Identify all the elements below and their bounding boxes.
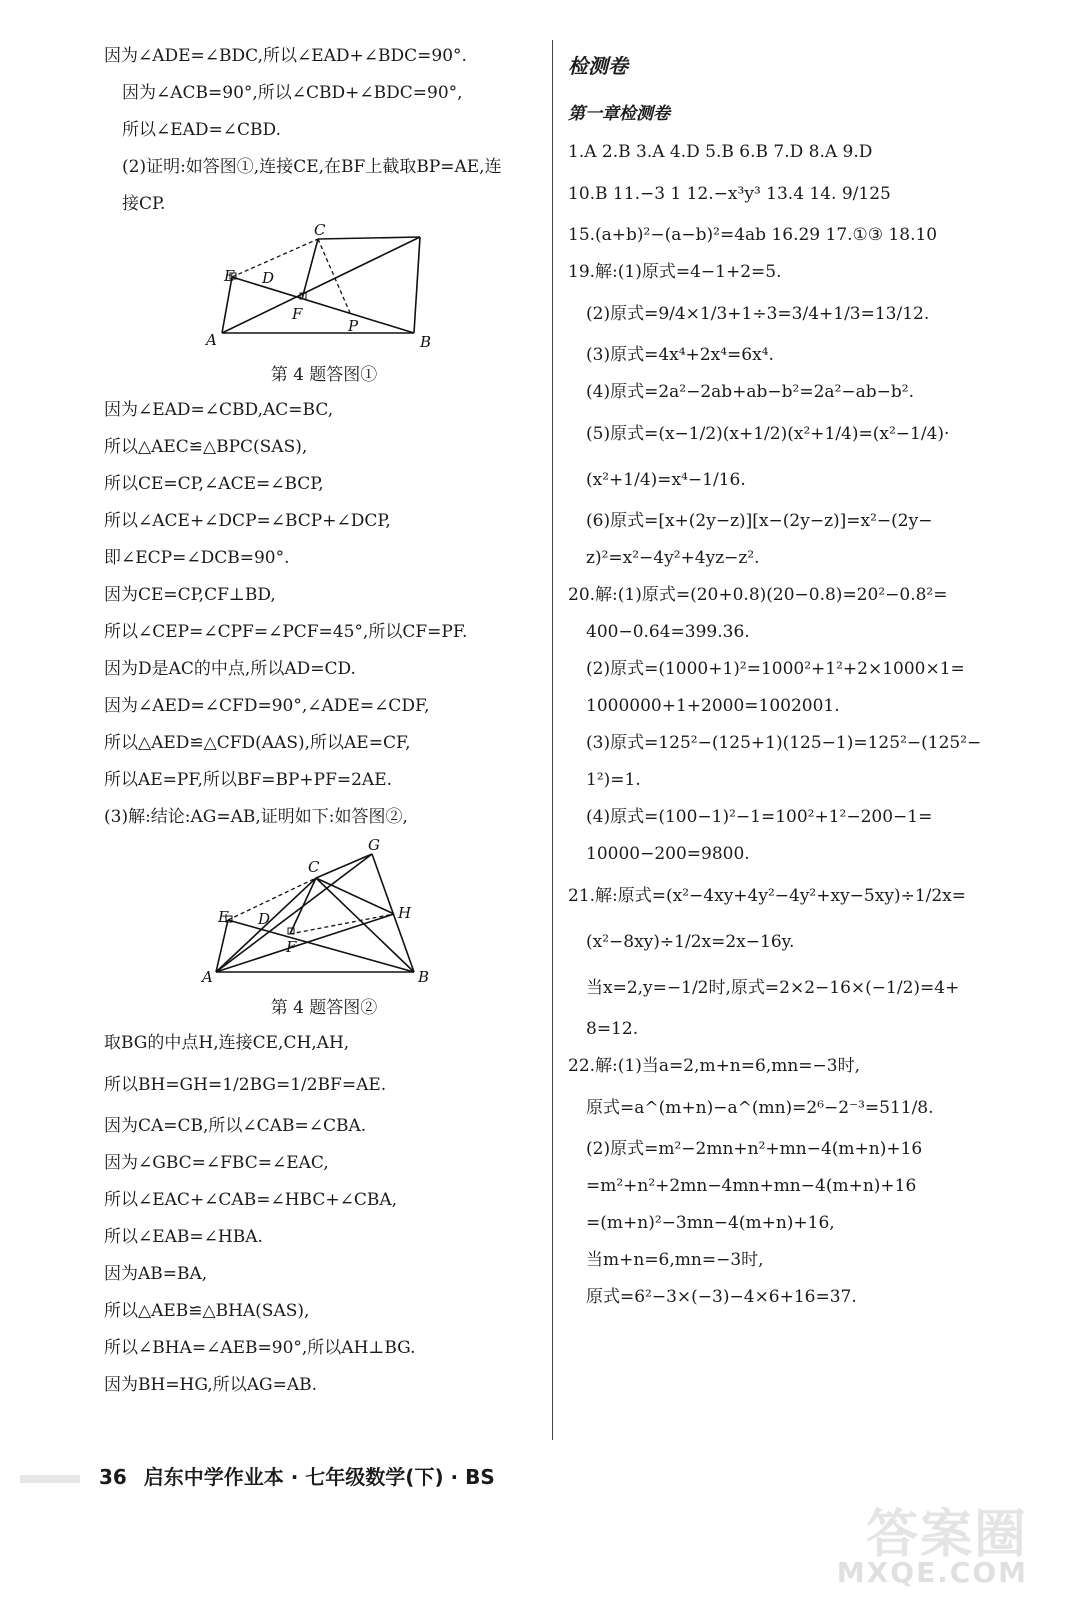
answer-line: 原式=6²−3×(−3)−4×6+16=37. [586, 1287, 857, 1307]
book-title: 启东中学作业本 · 七年级数学(下) · BS [143, 1465, 495, 1489]
point-label-c: C [308, 858, 320, 876]
answer-line: 8=12. [586, 1019, 639, 1039]
answer-line: 21.解:原式=(x²−4xy+4y²−4y²+xy−5xy)÷1/2x= [568, 886, 967, 906]
answer-line: 1²)=1. [586, 770, 641, 790]
text-line: 因为∠AED=∠CFD=90°,∠ADE=∠CDF, [104, 696, 430, 716]
text-line: 所以CE=CP,∠ACE=∠BCP, [104, 474, 324, 494]
point-label-d: D [258, 910, 271, 928]
text-line: (3)解:结论:AG=AB,证明如下:如答图②, [104, 807, 408, 827]
watermark-url: MXQE.COM [836, 1556, 1028, 1589]
point-label-c: C [314, 223, 326, 239]
text-line: 接CP. [122, 194, 166, 214]
point-label-e: E [224, 267, 235, 285]
answer-line: (4)原式=(100−1)²−1=100²+1²−200−1= [586, 807, 933, 827]
answer-line: 当x=2,y=−1/2时,原式=2×2−16×(−1/2)=4+ [586, 978, 960, 998]
answer-line: 当m+n=6,mn=−3时, [586, 1250, 764, 1270]
figure-1 [104, 223, 544, 392]
point-label-a: A [206, 331, 217, 349]
text-line: 因为BH=HG,所以AG=AB. [104, 1375, 318, 1395]
point-label-a: A [202, 968, 213, 986]
text-line: 因为AB=BA, [104, 1264, 208, 1284]
answer-line: 20.解:(1)原式=(20+0.8)(20−0.8)=20²−0.8²= [568, 585, 948, 605]
text-line: 因为∠GBC=∠FBC=∠EAC, [104, 1153, 329, 1173]
text-line: 因为CE=CP,CF⊥BD, [104, 585, 276, 605]
text-line: 所以∠BHA=∠AEB=90°,所以AH⊥BG. [104, 1338, 416, 1358]
point-label-h: H [398, 904, 412, 922]
text-line: 因为∠ADE=∠BDC,所以∠EAD+∠BDC=90°. [104, 46, 467, 66]
answer-line: (6)原式=[x+(2y−z)][x−(2y−z)]=x²−(2y− [586, 511, 933, 531]
answer-line: 1000000+1+2000=1002001. [586, 696, 840, 716]
answer-line: (2)原式=(1000+1)²=1000²+1²+2×1000×1= [586, 659, 965, 679]
column-divider [552, 40, 553, 1440]
answer-line: (2)原式=9/4×1/3+1÷3=3/4+1/3=13/12. [586, 304, 930, 324]
answer-line: (3)原式=125²−(125+1)(125−1)=125²−(125²− [586, 733, 982, 753]
page-number: 36 [98, 1465, 127, 1489]
answer-line: z)²=x²−4y²+4yz−z². [586, 548, 760, 568]
point-label-f: F [286, 938, 297, 956]
figure-caption: 第 4 题答图① [270, 365, 378, 385]
text-line: 因为CA=CB,所以∠CAB=∠CBA. [104, 1116, 367, 1136]
answer-line: 1.A 2.B 3.A 4.D 5.B 6.B 7.D 8.A 9.D [568, 142, 873, 162]
text-line: 所以∠ACE+∠DCP=∠BCP+∠DCP, [104, 511, 391, 531]
right-column [568, 38, 1028, 1316]
point-label-e: E [218, 908, 229, 926]
text-line: 所以BH=GH=1/2BG=1/2BF=AE. [104, 1075, 387, 1095]
point-label-p: P [348, 317, 359, 335]
answer-line: 10.B 11.−3 1 12.−x³y³ 13.4 14. 9/125 [568, 184, 891, 204]
text-line: 所以△AEB≌△BHA(SAS), [104, 1301, 310, 1321]
text-line: 所以∠EAB=∠HBA. [104, 1227, 263, 1247]
point-label-g: G [368, 836, 380, 854]
text-line: 所以∠CEP=∠CPF=∠PCF=45°,所以CF=PF. [104, 622, 468, 642]
geometry-diagram-2 [104, 836, 544, 986]
watermark-logo: 答案圈 [865, 1505, 1028, 1565]
text-line: 所以△AED≌△CFD(AAS),所以AE=CF, [104, 733, 411, 753]
answer-line: (5)原式=(x−1/2)(x+1/2)(x²+1/4)=(x²−1/4)· [586, 424, 950, 444]
answer-line: (2)原式=m²−2mn+n²+mn−4(m+n)+16 [586, 1139, 923, 1159]
answer-line: 19.解:(1)原式=4−1+2=5. [568, 262, 782, 282]
left-column [104, 38, 544, 1404]
answer-line: 10000−200=9800. [586, 844, 750, 864]
answer-line: 15.(a+b)²−(a−b)²=4ab 16.29 17.①③ 18.10 [568, 225, 938, 245]
answer-line: 400−0.64=399.36. [586, 622, 750, 642]
text-line: 即∠ECP=∠DCB=90°. [104, 548, 290, 568]
chapter-title: 第一章检测卷 [568, 104, 670, 124]
answer-line: 22.解:(1)当a=2,m+n=6,mn=−3时, [568, 1056, 860, 1076]
point-label-b: B [420, 333, 432, 351]
text-line: 因为∠EAD=∠CBD,AC=BC, [104, 400, 334, 420]
text-line: 所以∠EAD=∠CBD. [122, 120, 281, 140]
text-line: (2)证明:如答图①,连接CE,在BF上截取BP=AE,连 [122, 157, 502, 177]
text-line: 所以∠EAC+∠CAB=∠HBC+∠CBA, [104, 1190, 398, 1210]
answer-line: (x²+1/4)=x⁴−1/16. [586, 470, 746, 490]
text-line: 所以△AEC≌△BPC(SAS), [104, 437, 308, 457]
answer-line: (4)原式=2a²−2ab+ab−b²=2a²−ab−b². [586, 382, 914, 402]
answer-line: =(m+n)²−3mn−4(m+n)+16, [586, 1213, 835, 1233]
answer-line: (x²−8xy)÷1/2x=2x−16y. [586, 932, 795, 952]
text-line: 所以AE=PF,所以BF=BP+PF=2AE. [104, 770, 393, 790]
page-footer [20, 1462, 495, 1492]
point-label-d: D [262, 269, 275, 287]
answer-line: (3)原式=4x⁴+2x⁴=6x⁴. [586, 345, 774, 365]
figure-caption: 第 4 题答图② [270, 998, 378, 1018]
answer-line: =m²+n²+2mn−4mn+mn−4(m+n)+16 [586, 1176, 917, 1196]
section-title: 检测卷 [568, 54, 628, 78]
footer-stripe [20, 1475, 80, 1483]
text-line: 取BG的中点H,连接CE,CH,AH, [104, 1033, 350, 1053]
text-line: 因为D是AC的中点,所以AD=CD. [104, 659, 356, 679]
figure-2 [104, 836, 544, 1025]
geometry-diagram-1 [104, 223, 544, 353]
point-label-f: F [292, 305, 303, 323]
text-line: 因为∠ACB=90°,所以∠CBD+∠BDC=90°, [122, 83, 463, 103]
answer-line: 原式=a^(m+n)−a^(mn)=2⁶−2⁻³=511/8. [586, 1098, 934, 1118]
point-label-b: B [418, 968, 430, 986]
